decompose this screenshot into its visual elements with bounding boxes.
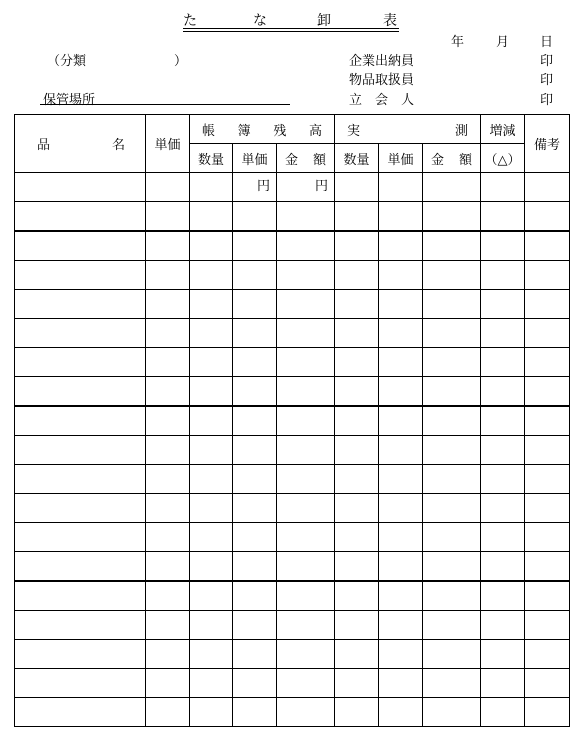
ledger-cell[interactable] bbox=[146, 552, 190, 582]
ledger-cell[interactable] bbox=[233, 552, 277, 582]
ledger-cell[interactable] bbox=[190, 290, 233, 319]
ledger-cell[interactable] bbox=[233, 173, 277, 202]
ledger-cell[interactable] bbox=[379, 436, 423, 465]
ledger-cell[interactable] bbox=[481, 552, 525, 582]
ledger-cell[interactable] bbox=[277, 406, 335, 436]
seal-mark: 印 bbox=[540, 73, 554, 88]
ledger-cell[interactable] bbox=[379, 611, 423, 640]
header-actual-price: 単価 bbox=[379, 144, 423, 173]
ledger-cell[interactable] bbox=[233, 436, 277, 465]
header-change: 増減 bbox=[481, 115, 525, 144]
yen-unit: 円 bbox=[256, 179, 270, 194]
ledger-cell[interactable] bbox=[146, 173, 190, 202]
ledger-row bbox=[15, 406, 570, 436]
ledger-cell[interactable] bbox=[233, 319, 277, 348]
ledger-cell[interactable] bbox=[146, 581, 190, 611]
ledger-cell[interactable] bbox=[423, 611, 481, 640]
ledger-cell[interactable] bbox=[335, 173, 379, 202]
ledger-cell[interactable] bbox=[525, 465, 570, 494]
ledger-cell[interactable] bbox=[481, 202, 525, 232]
ledger-cell[interactable] bbox=[15, 290, 146, 319]
ledger-cell[interactable] bbox=[15, 523, 146, 552]
ledger-cell[interactable] bbox=[481, 348, 525, 377]
signer-role: 物品取扱員 bbox=[349, 73, 415, 88]
ledger-cell[interactable] bbox=[15, 173, 146, 202]
header-actual-quantity: 数量 bbox=[335, 144, 379, 173]
ledger-cell[interactable] bbox=[525, 698, 570, 727]
ledger-cell[interactable] bbox=[379, 319, 423, 348]
ledger-cell[interactable] bbox=[277, 581, 335, 611]
inventory-table bbox=[14, 114, 570, 727]
ledger-cell[interactable] bbox=[233, 465, 277, 494]
ledger-row bbox=[15, 290, 570, 319]
ledger-cell[interactable] bbox=[190, 377, 233, 407]
header-book-amount: 金 額 bbox=[277, 144, 335, 173]
ledger-cell[interactable] bbox=[277, 465, 335, 494]
header-book-price: 単価 bbox=[233, 144, 277, 173]
ledger-cell[interactable] bbox=[15, 698, 146, 727]
title-char: 卸 bbox=[317, 13, 331, 29]
ledger-cell[interactable] bbox=[525, 231, 570, 261]
ledger-cell[interactable] bbox=[15, 202, 146, 232]
ledger-cell[interactable] bbox=[379, 669, 423, 698]
ledger-cell[interactable] bbox=[335, 698, 379, 727]
ledger-cell[interactable] bbox=[233, 698, 277, 727]
header-unit-price: 単価 bbox=[146, 115, 190, 173]
form-title bbox=[183, 10, 399, 30]
ledger-cell[interactable] bbox=[525, 202, 570, 232]
ledger-row bbox=[15, 494, 570, 523]
ledger-cell[interactable] bbox=[423, 581, 481, 611]
ledger-cell[interactable] bbox=[481, 436, 525, 465]
ledger-cell[interactable] bbox=[379, 640, 423, 669]
title-char: 表 bbox=[383, 13, 397, 29]
ledger-cell[interactable] bbox=[525, 173, 570, 202]
ledger-cell[interactable] bbox=[233, 406, 277, 436]
ledger-cell[interactable] bbox=[423, 698, 481, 727]
ledger-cell[interactable] bbox=[481, 319, 525, 348]
ledger-cell[interactable] bbox=[379, 202, 423, 232]
ledger-cell[interactable] bbox=[379, 698, 423, 727]
ledger-cell[interactable] bbox=[481, 465, 525, 494]
ledger-cell[interactable] bbox=[277, 348, 335, 377]
seal-mark: 印 bbox=[540, 93, 554, 108]
ledger-cell[interactable] bbox=[379, 348, 423, 377]
ledger-cell[interactable] bbox=[423, 406, 481, 436]
ledger-cell[interactable] bbox=[481, 611, 525, 640]
ledger-cell[interactable] bbox=[190, 698, 233, 727]
ledger-row bbox=[15, 581, 570, 611]
ledger-cell[interactable] bbox=[379, 290, 423, 319]
ledger-cell[interactable] bbox=[525, 348, 570, 377]
header-actual: 実 測 bbox=[335, 115, 481, 144]
ledger-cell[interactable] bbox=[277, 669, 335, 698]
ledger-cell[interactable] bbox=[525, 611, 570, 640]
ledger-cell[interactable] bbox=[423, 523, 481, 552]
ledger-cell[interactable] bbox=[335, 494, 379, 523]
ledger-row bbox=[15, 640, 570, 669]
ledger-cell[interactable] bbox=[233, 202, 277, 232]
header-change-mark: （△） bbox=[481, 144, 525, 173]
ledger-row bbox=[15, 465, 570, 494]
ledger-cell[interactable] bbox=[379, 581, 423, 611]
ledger-cell[interactable] bbox=[277, 552, 335, 582]
ledger-cell[interactable] bbox=[146, 202, 190, 232]
ledger-row bbox=[15, 202, 570, 232]
ledger-cell[interactable] bbox=[379, 173, 423, 202]
ledger-cell[interactable] bbox=[525, 377, 570, 407]
ledger-cell[interactable] bbox=[233, 261, 277, 290]
ledger-cell[interactable] bbox=[233, 640, 277, 669]
ledger-cell[interactable] bbox=[423, 290, 481, 319]
ledger-cell[interactable] bbox=[277, 231, 335, 261]
ledger-cell[interactable] bbox=[146, 669, 190, 698]
ledger-cell[interactable] bbox=[190, 494, 233, 523]
ledger-row bbox=[15, 319, 570, 348]
ledger-cell[interactable] bbox=[525, 436, 570, 465]
ledger-cell[interactable] bbox=[190, 669, 233, 698]
ledger-cell[interactable] bbox=[525, 523, 570, 552]
ledger-cell[interactable] bbox=[481, 290, 525, 319]
ledger-cell[interactable] bbox=[15, 611, 146, 640]
header-actual-amount: 金 額 bbox=[423, 144, 481, 173]
title-char: た bbox=[183, 13, 197, 29]
ledger-row bbox=[15, 552, 570, 582]
ledger-cell[interactable] bbox=[146, 523, 190, 552]
ledger-cell[interactable] bbox=[146, 698, 190, 727]
ledger-cell[interactable] bbox=[481, 698, 525, 727]
seal-mark: 印 bbox=[540, 54, 554, 69]
ledger-cell[interactable] bbox=[15, 669, 146, 698]
ledger-cell[interactable] bbox=[379, 552, 423, 582]
ledger-cell[interactable] bbox=[335, 202, 379, 232]
ledger-cell[interactable] bbox=[423, 640, 481, 669]
ledger-cell[interactable] bbox=[233, 494, 277, 523]
ledger-row bbox=[15, 173, 570, 202]
ledger-cell[interactable] bbox=[146, 231, 190, 261]
ledger-cell[interactable] bbox=[423, 319, 481, 348]
ledger-cell[interactable] bbox=[423, 231, 481, 261]
ledger-cell[interactable] bbox=[190, 552, 233, 582]
ledger-cell[interactable] bbox=[15, 552, 146, 582]
ledger-cell[interactable] bbox=[233, 377, 277, 407]
ledger-row bbox=[15, 523, 570, 552]
ledger-cell[interactable] bbox=[379, 523, 423, 552]
ledger-cell[interactable] bbox=[190, 348, 233, 377]
ledger-row bbox=[15, 611, 570, 640]
ledger-cell[interactable] bbox=[335, 319, 379, 348]
ledger-cell[interactable] bbox=[190, 202, 233, 232]
ledger-cell[interactable] bbox=[335, 261, 379, 290]
classification-close: ） bbox=[174, 54, 188, 69]
header-remarks: 備考 bbox=[525, 115, 570, 173]
ledger-cell[interactable] bbox=[277, 640, 335, 669]
ledger-cell[interactable] bbox=[335, 290, 379, 319]
ledger-cell[interactable] bbox=[190, 406, 233, 436]
ledger-cell[interactable] bbox=[15, 494, 146, 523]
ledger-cell[interactable] bbox=[335, 552, 379, 582]
ledger-cell[interactable] bbox=[481, 377, 525, 407]
ledger-cell[interactable] bbox=[277, 290, 335, 319]
ledger-cell[interactable] bbox=[233, 669, 277, 698]
ledger-cell[interactable] bbox=[335, 436, 379, 465]
ledger-cell[interactable] bbox=[525, 494, 570, 523]
ledger-cell[interactable] bbox=[233, 523, 277, 552]
ledger-cell[interactable] bbox=[190, 319, 233, 348]
ledger-cell[interactable] bbox=[190, 640, 233, 669]
ledger-cell[interactable] bbox=[146, 611, 190, 640]
ledger-cell[interactable] bbox=[335, 581, 379, 611]
ledger-cell[interactable] bbox=[277, 261, 335, 290]
ledger-cell[interactable] bbox=[481, 581, 525, 611]
storage-label: 保管場所 bbox=[43, 93, 96, 108]
ledger-cell[interactable] bbox=[481, 231, 525, 261]
ledger-cell[interactable] bbox=[525, 290, 570, 319]
ledger-cell[interactable] bbox=[525, 319, 570, 348]
ledger-cell[interactable] bbox=[277, 436, 335, 465]
ledger-cell[interactable] bbox=[481, 261, 525, 290]
ledger-cell[interactable] bbox=[423, 494, 481, 523]
ledger-cell[interactable] bbox=[146, 290, 190, 319]
ledger-cell[interactable] bbox=[277, 319, 335, 348]
ledger-row bbox=[15, 231, 570, 261]
ledger-cell[interactable] bbox=[233, 348, 277, 377]
ledger-row bbox=[15, 436, 570, 465]
date-month: 月 bbox=[496, 35, 510, 50]
ledger-cell[interactable] bbox=[423, 173, 481, 202]
ledger-cell[interactable] bbox=[15, 348, 146, 377]
ledger-cell[interactable] bbox=[146, 261, 190, 290]
ledger-cell[interactable] bbox=[481, 406, 525, 436]
ledger-cell[interactable] bbox=[277, 698, 335, 727]
ledger-cell[interactable] bbox=[15, 581, 146, 611]
ledger-row bbox=[15, 348, 570, 377]
ledger-row bbox=[15, 698, 570, 727]
ledger-cell[interactable] bbox=[146, 640, 190, 669]
ledger-cell[interactable] bbox=[423, 552, 481, 582]
date-day: 日 bbox=[540, 35, 554, 50]
ledger-cell[interactable] bbox=[335, 377, 379, 407]
ledger-cell[interactable] bbox=[379, 377, 423, 407]
ledger-cell[interactable] bbox=[190, 436, 233, 465]
ledger-cell[interactable] bbox=[379, 231, 423, 261]
ledger-cell[interactable] bbox=[335, 523, 379, 552]
ledger-cell[interactable] bbox=[525, 581, 570, 611]
title-underline bbox=[183, 28, 399, 29]
ledger-cell[interactable] bbox=[15, 640, 146, 669]
header-book-balance: 帳 簿 残 高 bbox=[190, 115, 335, 144]
title-char: な bbox=[253, 13, 267, 29]
ledger-cell[interactable] bbox=[525, 261, 570, 290]
ledger-cell[interactable] bbox=[335, 231, 379, 261]
ledger-cell[interactable] bbox=[481, 669, 525, 698]
ledger-cell[interactable] bbox=[190, 173, 233, 202]
ledger-cell[interactable] bbox=[423, 261, 481, 290]
ledger-cell[interactable] bbox=[146, 348, 190, 377]
ledger-cell[interactable] bbox=[423, 465, 481, 494]
ledger-cell[interactable] bbox=[481, 494, 525, 523]
ledger-cell[interactable] bbox=[15, 319, 146, 348]
header-item-name: 品 名 bbox=[15, 115, 146, 173]
signer-role: 企業出納員 bbox=[349, 54, 415, 69]
ledger-cell[interactable] bbox=[379, 494, 423, 523]
ledger-cell[interactable] bbox=[423, 348, 481, 377]
ledger-cell[interactable] bbox=[233, 231, 277, 261]
ledger-cell[interactable] bbox=[15, 377, 146, 407]
ledger-row bbox=[15, 377, 570, 407]
ledger-cell[interactable] bbox=[335, 348, 379, 377]
ledger-cell[interactable] bbox=[423, 202, 481, 232]
ledger-cell[interactable] bbox=[233, 611, 277, 640]
ledger-cell[interactable] bbox=[335, 640, 379, 669]
ledger-cell[interactable] bbox=[423, 436, 481, 465]
ledger-cell[interactable] bbox=[277, 377, 335, 407]
ledger-cell[interactable] bbox=[190, 523, 233, 552]
ledger-cell[interactable] bbox=[15, 261, 146, 290]
ledger-cell[interactable] bbox=[481, 640, 525, 669]
ledger-cell[interactable] bbox=[277, 202, 335, 232]
ledger-cell[interactable] bbox=[379, 406, 423, 436]
ledger-cell[interactable] bbox=[233, 290, 277, 319]
ledger-cell[interactable] bbox=[277, 173, 335, 202]
ledger-cell[interactable] bbox=[335, 465, 379, 494]
ledger-cell[interactable] bbox=[423, 377, 481, 407]
ledger-cell[interactable] bbox=[379, 261, 423, 290]
signer-role: 立 会 人 bbox=[349, 93, 415, 108]
ledger-cell[interactable] bbox=[190, 611, 233, 640]
title-underline bbox=[183, 31, 399, 32]
ledger-cell[interactable] bbox=[146, 465, 190, 494]
ledger-cell[interactable] bbox=[190, 231, 233, 261]
ledger-cell[interactable] bbox=[146, 319, 190, 348]
ledger-cell[interactable] bbox=[15, 436, 146, 465]
ledger-row bbox=[15, 261, 570, 290]
ledger-cell[interactable] bbox=[335, 669, 379, 698]
ledger-cell[interactable] bbox=[423, 669, 481, 698]
storage-underline bbox=[40, 104, 290, 105]
ledger-cell[interactable] bbox=[525, 406, 570, 436]
ledger-cell[interactable] bbox=[190, 261, 233, 290]
ledger-cell[interactable] bbox=[277, 523, 335, 552]
date-year: 年 bbox=[451, 35, 465, 50]
ledger-row bbox=[15, 669, 570, 698]
ledger-cell[interactable] bbox=[525, 552, 570, 582]
ledger-cell[interactable] bbox=[335, 406, 379, 436]
ledger-cell[interactable] bbox=[277, 494, 335, 523]
ledger-cell[interactable] bbox=[146, 494, 190, 523]
ledger-cell[interactable] bbox=[481, 173, 525, 202]
ledger-cell[interactable] bbox=[525, 669, 570, 698]
yen-unit: 円 bbox=[314, 179, 328, 194]
ledger-cell[interactable] bbox=[146, 406, 190, 436]
classification-label: （分類 bbox=[47, 54, 87, 69]
ledger-cell[interactable] bbox=[277, 611, 335, 640]
ledger-cell[interactable] bbox=[146, 377, 190, 407]
ledger-cell[interactable] bbox=[379, 465, 423, 494]
header-book-quantity: 数量 bbox=[190, 144, 233, 173]
ledger-cell[interactable] bbox=[233, 581, 277, 611]
ledger-cell[interactable] bbox=[481, 523, 525, 552]
ledger-cell[interactable] bbox=[335, 611, 379, 640]
ledger-cell[interactable] bbox=[190, 581, 233, 611]
ledger-cell[interactable] bbox=[15, 465, 146, 494]
ledger-cell[interactable] bbox=[15, 406, 146, 436]
ledger-cell[interactable] bbox=[15, 231, 146, 261]
ledger-cell[interactable] bbox=[525, 640, 570, 669]
ledger-cell[interactable] bbox=[190, 465, 233, 494]
ledger-cell[interactable] bbox=[146, 436, 190, 465]
